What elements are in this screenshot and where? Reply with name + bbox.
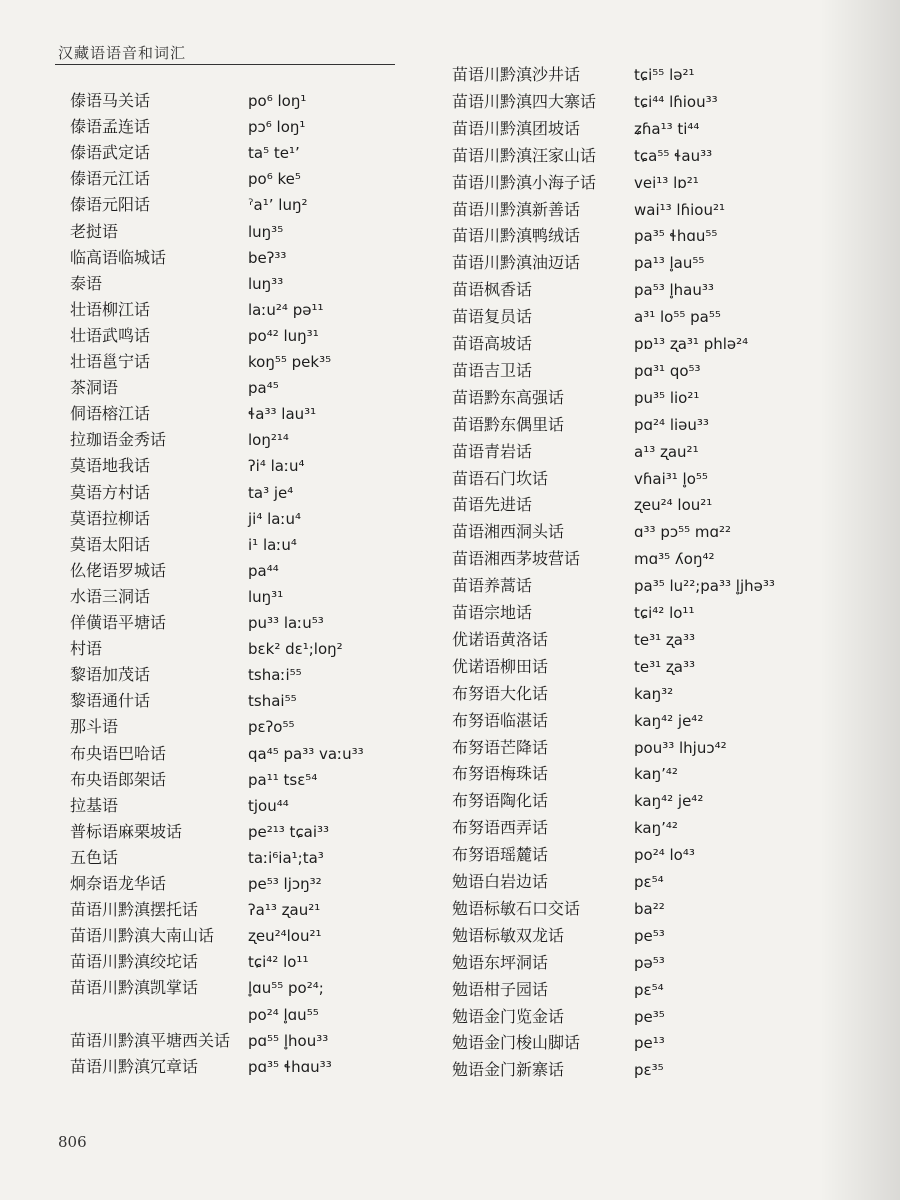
language-name: 勉语标敏石口交话 [452, 898, 581, 918]
phonetic-form: pe²¹³ tɕai³³ [248, 822, 330, 841]
language-name: 勉语标敏双龙话 [452, 925, 565, 945]
entry-row [452, 735, 872, 761]
entry-row [70, 140, 450, 166]
phonetic-form: l̥ɑu⁵⁵ po²⁴; [248, 979, 324, 998]
entry-row [70, 401, 450, 427]
entry-row [452, 681, 872, 707]
language-name: 苗语川黔滇摆托话 [70, 900, 199, 920]
entry-row [452, 466, 872, 492]
entry-row [452, 654, 872, 680]
language-name: 苗语川黔滇冗章话 [70, 1056, 199, 1076]
language-name: 五色话 [70, 847, 119, 867]
language-name: 苗语石门坎话 [452, 468, 549, 488]
entry-row [70, 897, 450, 923]
entry-row [70, 114, 450, 140]
phonetic-form: po²⁴ l̥ɑu⁵⁵ [248, 1005, 319, 1024]
language-name: 苗语川黔滇平塘西关话 [70, 1030, 231, 1050]
language-name: 苗语川黔滇四大寨话 [452, 91, 597, 111]
entry-row [452, 304, 872, 330]
language-name: 苗语复员话 [452, 307, 533, 327]
language-name: 傣语孟连话 [70, 117, 151, 137]
phonetic-form: te³¹ ʐa³³ [634, 657, 695, 676]
language-name: 勉语金门梭山脚话 [452, 1033, 581, 1053]
phonetic-form: beʔ³³ [248, 248, 287, 267]
phonetic-form: ɑ³³ pɔ⁵⁵ mɑ²² [634, 523, 732, 542]
language-name: 壮语邕宁话 [70, 352, 151, 371]
language-name: 苗语川黔滇鸭绒话 [452, 226, 581, 246]
phonetic-form: pou³³ lhjuɔ⁴² [634, 738, 727, 757]
entry-row [70, 1002, 450, 1028]
entry-row [70, 688, 450, 714]
language-name: 苗语川黔滇沙井话 [452, 65, 581, 84]
entry-row [70, 584, 450, 610]
language-name: 苗语川黔滇绞坨话 [70, 952, 199, 972]
entry-row [70, 741, 450, 767]
language-name: 苗语川黔滇凯掌话 [70, 978, 199, 998]
phonetic-form: ʐeu²⁴ lou²¹ [634, 496, 713, 515]
phonetic-form: tshai⁵⁵ [248, 692, 297, 711]
phonetic-form: pa⁴⁴ [248, 561, 279, 580]
entry-row [452, 116, 872, 142]
entry-row [452, 492, 872, 518]
language-name: 布努语陶化话 [452, 791, 549, 811]
language-name: 勉语白岩边话 [452, 872, 549, 891]
language-name: 壮语武鸣话 [70, 325, 151, 345]
language-name: 拉基语 [70, 795, 119, 815]
entry-row [452, 1030, 872, 1056]
phonetic-form: tɕi⁴² lo¹¹ [634, 604, 695, 622]
phonetic-form: luŋ³³ [248, 274, 284, 293]
entry-row [70, 819, 450, 845]
language-name: 苗语川黔滇小海子话 [452, 172, 597, 192]
phonetic-form: luŋ³⁵ [248, 222, 284, 241]
entry-row [70, 219, 450, 245]
language-name: 苗语黔东偶里话 [452, 414, 565, 434]
phonetic-form: pɛ³⁵ [634, 1061, 664, 1080]
phonetic-form: wai¹³ lɦiou²¹ [634, 200, 725, 219]
entry-row [452, 331, 872, 357]
phonetic-form: pɑ³¹ qo⁵³ [634, 361, 701, 380]
phonetic-form: tjou⁴⁴ [248, 796, 289, 815]
phonetic-form: pɛ⁵⁴ [634, 873, 664, 891]
entry-row [70, 88, 450, 114]
phonetic-form: pa⁵³ l̥hau³³ [634, 281, 714, 300]
phonetic-form: pe³⁵ [634, 1007, 665, 1026]
language-name: 勉语东坪洞话 [452, 952, 549, 972]
language-name: 茶洞语 [70, 378, 119, 398]
entry-row [70, 1054, 450, 1080]
running-head: 汉藏语语音和词汇 [58, 44, 187, 62]
language-name: 苗语湘西茅坡营话 [452, 549, 581, 569]
language-name: 傣语武定话 [70, 143, 151, 163]
entry-row [452, 1057, 872, 1083]
language-name: 莫语太阳话 [70, 534, 151, 554]
phonetic-form: pa³⁵ ɬhɑu⁵⁵ [634, 227, 718, 246]
phonetic-form: i¹ laːu⁴ [248, 535, 297, 554]
entry-row [70, 923, 450, 949]
language-name: 普标语麻栗坡话 [70, 821, 183, 841]
entry-row [70, 714, 450, 740]
language-name: 村语 [70, 639, 103, 659]
entry-row [70, 871, 450, 897]
language-name: 苗语养蒿话 [452, 576, 533, 596]
entry-row [70, 323, 450, 349]
language-name: 苗语高坡话 [452, 334, 533, 353]
entry-row [452, 143, 872, 169]
phonetic-form: ta⁵ te¹’ [248, 144, 300, 163]
language-name: 勉语柑子园话 [452, 979, 549, 999]
entry-row [452, 923, 872, 949]
phonetic-form: ˀa¹’ luŋ² [248, 196, 308, 215]
language-name: 苗语川黔滇新善话 [452, 199, 581, 219]
language-name: 苗语川黔滇汪家山话 [452, 145, 597, 165]
language-name: 布努语梅珠话 [452, 764, 549, 784]
language-name: 佯僙语平塘话 [70, 613, 167, 632]
entry-row [452, 223, 872, 249]
phonetic-form: ʔa¹³ ʐau²¹ [248, 901, 321, 920]
entry-row [70, 949, 450, 975]
language-name: 泰语 [70, 273, 103, 293]
phonetic-form: mɑ³⁵ ʎoŋ⁴² [634, 550, 715, 569]
entry-row [70, 297, 450, 323]
entry-row [70, 375, 450, 401]
language-name: 傣语元江话 [70, 169, 151, 189]
entry-row [452, 708, 872, 734]
entry-row [452, 546, 872, 572]
phonetic-form: po²⁴ lo⁴³ [634, 846, 695, 865]
entry-row [70, 480, 450, 506]
language-name: 布努语瑶麓话 [452, 845, 549, 865]
phonetic-form: kaŋ’⁴² [634, 819, 678, 838]
language-name: 侗语榕江话 [70, 404, 151, 424]
language-name: 苗语川黔滇团坡话 [452, 118, 581, 138]
language-name: 黎语通什话 [70, 691, 151, 711]
entry-row [452, 600, 872, 626]
language-name: 布央语郎架话 [70, 769, 167, 789]
phonetic-form: ʔi⁴ laːu⁴ [248, 457, 305, 476]
language-name: 炯奈语龙华话 [70, 874, 167, 893]
language-name: 那斗语 [70, 717, 119, 737]
phonetic-form: tɕa⁵⁵ ɬau³³ [634, 146, 713, 165]
entry-row [70, 192, 450, 218]
phonetic-form: pa⁴⁵ [248, 379, 279, 398]
language-name: 苗语青岩话 [452, 441, 533, 461]
entry-row [452, 197, 872, 223]
entry-row [70, 662, 450, 688]
phonetic-form: pə⁵³ [634, 953, 665, 972]
phonetic-form: tshaːi⁵⁵ [248, 666, 302, 685]
phonetic-form: tɕi⁵⁵ lə²¹ [634, 66, 695, 84]
entry-row [452, 277, 872, 303]
entry-row [452, 950, 872, 976]
phonetic-form: pa¹³ l̥au⁵⁵ [634, 254, 705, 273]
language-name: 苗语先进话 [452, 495, 533, 515]
language-name: 苗语川黔滇油迈话 [452, 253, 581, 273]
language-name: 布努语临湛话 [452, 710, 549, 730]
language-name: 老挝语 [70, 221, 119, 241]
language-name: 苗语黔东高强话 [452, 387, 565, 407]
phonetic-form: kaŋ’⁴² [634, 765, 678, 784]
language-name: 莫语地我话 [70, 456, 151, 476]
phonetic-form: loŋ²¹⁴ [248, 431, 289, 450]
running-head-rule [55, 64, 395, 65]
language-name: 布努语大化话 [452, 683, 549, 703]
entry-row [452, 412, 872, 438]
phonetic-form: ʑɦa¹³ ti⁴⁴ [634, 119, 700, 138]
entry-row [452, 385, 872, 411]
language-name: 苗语枫香话 [452, 280, 533, 300]
entry-row [70, 532, 450, 558]
language-name: 苗语宗地话 [452, 603, 533, 622]
language-name: 壮语柳江话 [70, 299, 151, 319]
phonetic-form: a¹³ ʐau²¹ [634, 442, 699, 461]
phonetic-form: pa¹¹ tsɛ⁵⁴ [248, 770, 318, 789]
phonetic-form: pu³⁵ lio²¹ [634, 388, 700, 407]
entry-row [452, 842, 872, 868]
language-name: 苗语湘西洞头话 [452, 522, 565, 542]
phonetic-form: pɑ³⁵ ɬhɑu³³ [248, 1057, 332, 1076]
phonetic-form: vɦai³¹ l̥o⁵⁵ [634, 469, 708, 488]
entry-row [452, 439, 872, 465]
phonetic-form: ji⁴ laːu⁴ [248, 509, 302, 528]
entry-row [452, 788, 872, 814]
phonetic-form: qa⁴⁵ pa³³ vaːu³³ [248, 744, 364, 763]
entry-row [452, 519, 872, 545]
language-name: 拉珈语金秀话 [70, 430, 167, 450]
phonetic-form: kaŋ³² [634, 684, 674, 703]
phonetic-form: pu³³ laːu⁵³ [248, 614, 324, 632]
phonetic-form: laːu²⁴ pə¹¹ [248, 300, 324, 319]
phonetic-form: ʐeu²⁴lou²¹ [248, 927, 322, 946]
entry-row [452, 358, 872, 384]
language-name: 黎语加茂话 [70, 665, 151, 685]
language-name: 勉语金门新寨话 [452, 1060, 565, 1080]
entry-row [70, 453, 450, 479]
entry-row [452, 573, 872, 599]
entry-row [70, 166, 450, 192]
entry-row [452, 627, 872, 653]
entry-row [452, 977, 872, 1003]
entry-row [452, 89, 872, 115]
phonetic-form: pɒ¹³ ʐa³¹ phlə²⁴ [634, 335, 749, 353]
page-number: 806 [58, 1133, 87, 1151]
entry-row [70, 506, 450, 532]
phonetic-form: taːi⁶ia¹;ta³ [248, 848, 324, 867]
language-name: 傣语马关话 [70, 91, 151, 110]
language-name: 临高语临城话 [70, 247, 167, 267]
language-name: 优诺语柳田话 [452, 656, 549, 676]
phonetic-form: po⁶ loŋ¹ [248, 92, 307, 110]
entry-row [70, 975, 450, 1001]
phonetic-form: pɛʔo⁵⁵ [248, 718, 295, 737]
phonetic-form: tɕi⁴² lo¹¹ [248, 953, 309, 972]
phonetic-form: ɬa³³ lau³¹ [248, 405, 317, 424]
entry-row [70, 1028, 450, 1054]
language-name: 莫语方村话 [70, 482, 151, 502]
language-name: 苗语川黔滇大南山话 [70, 926, 215, 946]
entry-row [452, 170, 872, 196]
entry-row [452, 250, 872, 276]
phonetic-form: pɛ⁵⁴ [634, 980, 664, 999]
entry-row [70, 427, 450, 453]
language-name: 布努语芒降话 [452, 737, 549, 757]
entry-row [70, 245, 450, 271]
phonetic-form: pɑ⁵⁵ l̥hou³³ [248, 1031, 329, 1050]
entry-row [70, 793, 450, 819]
entry-row [70, 349, 450, 375]
language-name: 莫语拉柳话 [70, 508, 151, 528]
phonetic-form: tɕi⁴⁴ lɦiou³³ [634, 92, 718, 111]
phonetic-form: ba²² [634, 899, 665, 918]
phonetic-form: pe⁵³ ljɔŋ³² [248, 875, 322, 893]
entry-row [452, 1004, 872, 1030]
phonetic-form: pa³⁵ lu²²;pa³³ l̥jhə³³ [634, 577, 775, 596]
language-name: 优诺语黄洛话 [452, 629, 549, 649]
language-name: 布央语巴哈话 [70, 743, 167, 763]
phonetic-form: po⁶ ke⁵ [248, 170, 301, 189]
entry-row [452, 869, 872, 895]
entry-row [452, 896, 872, 922]
language-name: 布努语西弄话 [452, 818, 549, 838]
phonetic-form: pe¹³ [634, 1034, 665, 1053]
phonetic-form: luŋ³¹ [248, 587, 284, 606]
entry-row [70, 636, 450, 662]
language-name: 水语三洞话 [70, 586, 151, 606]
phonetic-form: pɑ²⁴ liəu³³ [634, 415, 709, 434]
phonetic-form: kaŋ⁴² je⁴² [634, 711, 704, 730]
language-name: 傣语元阳话 [70, 195, 151, 215]
language-name: 苗语吉卫话 [452, 360, 533, 380]
entry-row [452, 815, 872, 841]
phonetic-form: kaŋ⁴² je⁴² [634, 792, 704, 811]
phonetic-form: te³¹ ʐa³³ [634, 630, 695, 649]
phonetic-form: bɛk² dɛ¹;loŋ² [248, 640, 343, 659]
entry-row [70, 767, 450, 793]
phonetic-form: pɔ⁶ loŋ¹ [248, 118, 306, 137]
phonetic-form: koŋ⁵⁵ pek³⁵ [248, 353, 332, 371]
phonetic-form: vei¹³ lɒ²¹ [634, 173, 699, 192]
phonetic-form: pe⁵³ [634, 926, 665, 945]
phonetic-form: a³¹ lo⁵⁵ pa⁵⁵ [634, 308, 721, 327]
language-name: 勉语金门览金话 [452, 1006, 565, 1026]
entry-row [70, 610, 450, 636]
language-name: 仫佬语罗城话 [70, 560, 167, 580]
entry-row [452, 62, 872, 88]
phonetic-form: ta³ je⁴ [248, 483, 294, 502]
entry-row [70, 271, 450, 297]
entry-row [452, 761, 872, 787]
entry-row [70, 558, 450, 584]
phonetic-form: po⁴² luŋ³¹ [248, 326, 319, 345]
entry-row [70, 845, 450, 871]
